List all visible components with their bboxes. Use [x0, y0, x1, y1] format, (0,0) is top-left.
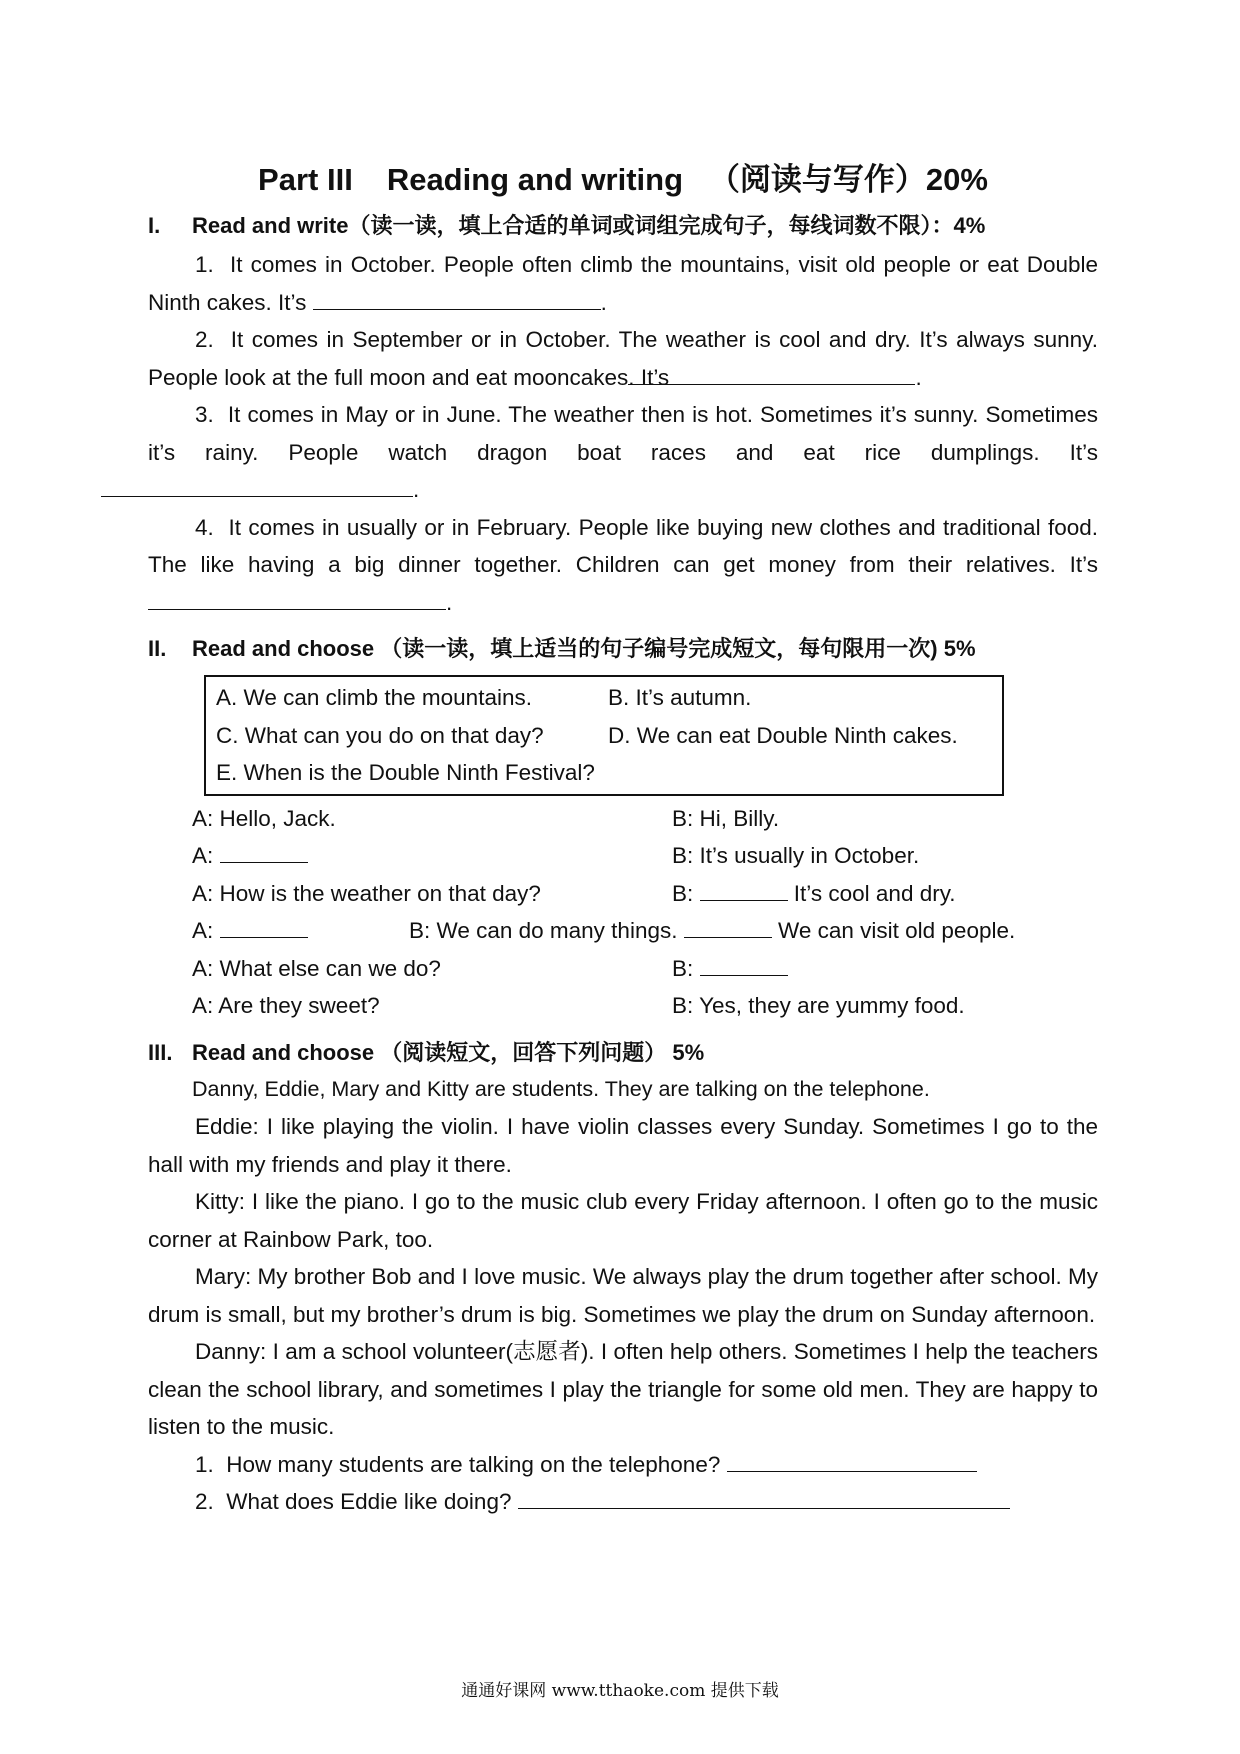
passage-paragraph: Kitty: I like the piano. I go to the music club every Friday afternoon. I often go to the music corner at Rainbow Park, too.	[148, 1189, 1098, 1252]
question-4: 4. It comes in usually or in February. People like buying new clothes and traditional food. The like having a big dinner together. Children can get money from their relatives. It’s .	[148, 514, 1098, 615]
dialogue-row: A: B: We can do many things. We can visit old people.	[192, 912, 1098, 950]
dialogue-row: A: Are they sweet? B: Yes, they are yummy food.	[192, 993, 965, 1018]
question-2: 2. It comes in September or in October. The weather is cool and dry. It’s always sunny. People look at the full moon and eat mooncakes. It’s .	[148, 327, 1098, 390]
question-1: 1. It comes in October. People often climb the mountains, visit old people or eat Double Ninth cakes. It’s .	[148, 252, 1098, 315]
answer-blank[interactable]	[220, 915, 308, 938]
answer-blank[interactable]	[684, 915, 772, 938]
dialogue	[192, 800, 1098, 1025]
footer-watermark: 通通好课网 www.tthaoke.com 提供下载	[461, 1681, 779, 1701]
dialogue-row: A: Hello, Jack. B: Hi, Billy.	[192, 805, 780, 831]
option-a: A. We can climb the mountains.	[216, 685, 532, 710]
option-c: C. What can you do on that day?	[216, 722, 544, 748]
answer-blank[interactable]	[148, 587, 446, 610]
comprehension-question-2: 2. What does Eddie like doing?	[195, 1483, 1098, 1521]
answer-blank[interactable]	[313, 287, 601, 310]
options-box	[204, 675, 1004, 796]
option-b: B. It’s autumn.	[608, 685, 752, 710]
dialogue-row: A: How is the weather on that day? B: It’s cool and dry.	[192, 875, 1098, 913]
answer-blank[interactable]	[518, 1486, 1010, 1509]
answer-blank[interactable]	[700, 878, 788, 901]
answer-blank[interactable]	[700, 953, 788, 976]
answer-blank[interactable]	[727, 1449, 977, 1472]
section-3-heading: III. Read and choose （阅读短文，回答下列问题） 5%	[148, 1039, 705, 1065]
passage-paragraph: Eddie: I like playing the violin. I have violin classes every Sunday. Sometimes I go to the hall with my friends and play it there.	[148, 1114, 1098, 1177]
section-2-heading: II. Read and choose （读一读，填上适当的句子编号完成短文，每句限用一次) 5%	[148, 636, 976, 661]
option-e: E. When is the Double Ninth Festival?	[216, 760, 595, 785]
answer-blank[interactable]	[101, 474, 413, 497]
section-1-heading: I. Read and write（读一读，填上合适的单词或词组完成句子，每线词数不限）：4%	[148, 213, 986, 238]
answer-blank[interactable]	[220, 840, 308, 863]
passage-intro: Danny, Eddie, Mary and Kitty are students. They are talking on the telephone.	[192, 1076, 930, 1101]
worksheet-page	[148, 160, 1098, 1521]
answer-blank[interactable]	[628, 362, 915, 385]
page-title: Part III Reading and writing （阅读与写作）20%	[258, 162, 988, 197]
option-d: D. We can eat Double Ninth cakes.	[608, 722, 958, 748]
comprehension-question-1: 1. How many students are talking on the telephone?	[195, 1446, 1098, 1484]
passage-paragraph: Mary: My brother Bob and I love music. We always play the drum together after school. My drum is small, but my brother’s drum is big. Sometimes we play the drum on Sunday afternoon.	[148, 1264, 1098, 1327]
question-3: 3. It comes in May or in June. The weather then is hot. Sometimes it’s sunny. Sometimes it’s rainy. People watch dragon boat races and eat rice dumplings. It’s .	[148, 396, 1098, 509]
passage-paragraph: Danny: I am a school volunteer(志愿者). I often help others. Sometimes I help the teachers clean the school library, and sometimes I play the triangle for some old men. They are happy to listen to the music.	[148, 1339, 1098, 1439]
dialogue-row: A: What else can we do? B:	[192, 950, 1098, 988]
dialogue-row: A: B: It’s usually in October.	[192, 837, 1098, 875]
